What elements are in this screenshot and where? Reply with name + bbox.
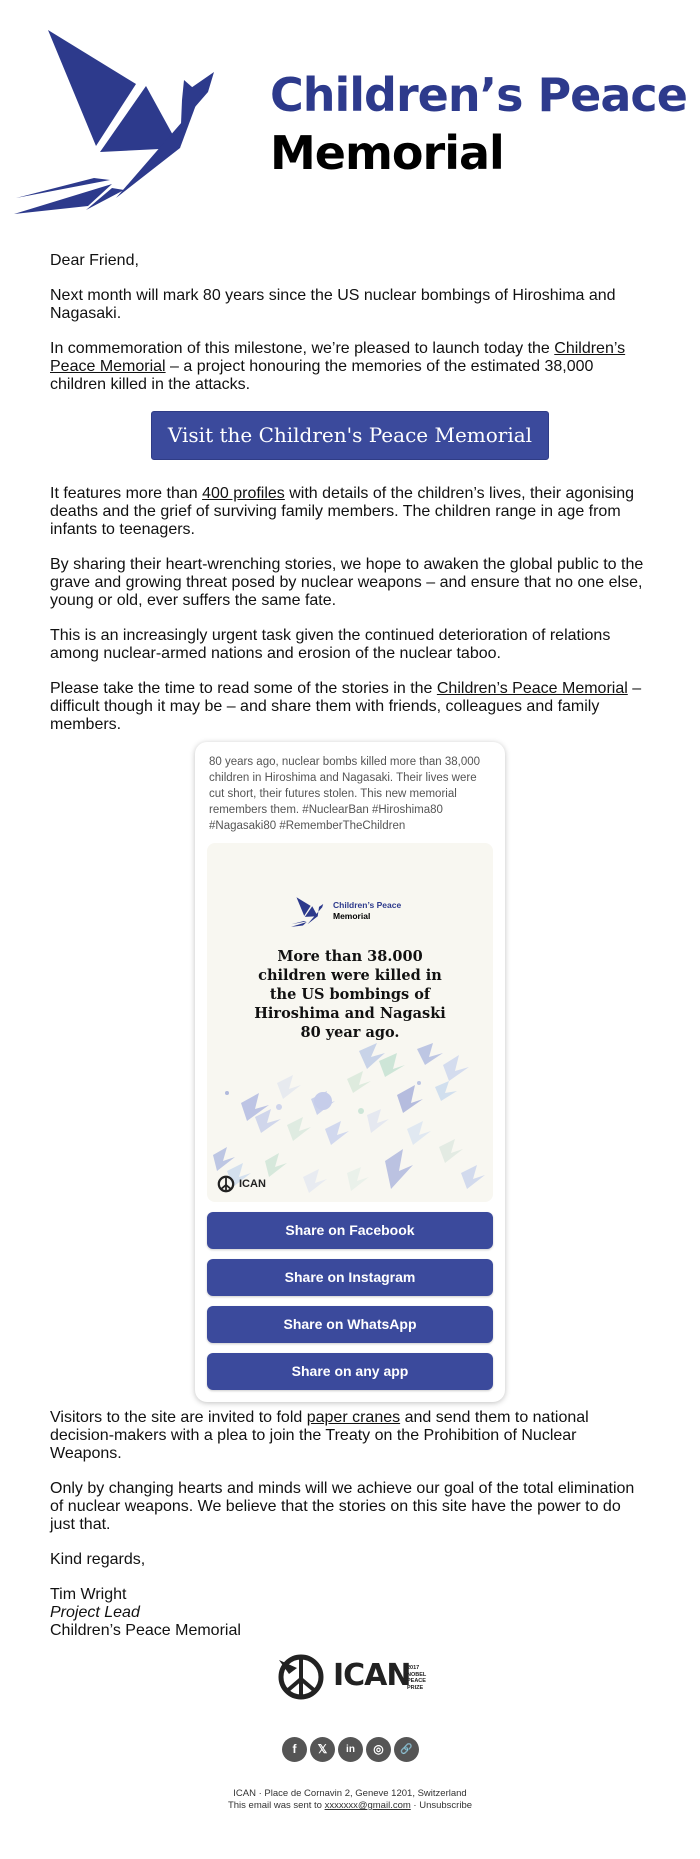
memorial-link-2[interactable]: Children’s Peace Memorial xyxy=(436,680,628,697)
signature-org: Children’s Peace Memorial xyxy=(50,1622,241,1639)
paragraph-6-text: Please take the time to read some of the stories in the xyxy=(50,680,437,697)
ican-mini-logo xyxy=(217,1175,287,1193)
share-facebook-button[interactable]: Share on Facebook xyxy=(207,1212,493,1249)
unsubscribe-link[interactable]: Unsubscribe xyxy=(419,1800,473,1811)
ican-mini-text: ICAN xyxy=(239,1178,266,1190)
paragraph-7-text-end: and send them to national decision-makers with a plea to join the Treaty on the Prohibition of Nuclear Weapons. xyxy=(50,1409,589,1462)
paragraph-6 xyxy=(50,680,650,734)
sent-to-text: This email was sent to xyxy=(227,1800,325,1811)
instagram-icon[interactable]: ◎ xyxy=(366,1737,391,1762)
mini-memorial-logo xyxy=(291,896,421,930)
signature-name: Tim Wright xyxy=(50,1586,127,1603)
share-image xyxy=(207,843,493,1202)
footer-address: ICAN · Place de Cornavin 2, Geneve 1201, Switzerland xyxy=(233,1788,467,1799)
memorial-link[interactable]: Children’s Peace Memorial xyxy=(50,340,626,375)
greeting: Dear Friend, xyxy=(50,252,139,269)
nobel-line: 2017 xyxy=(407,1665,420,1671)
paragraph-6-text-end: – difficult though it may be – and share them with friends, colleagues and family members. xyxy=(50,680,642,733)
mini-crane-icon xyxy=(291,896,329,930)
share-instagram-button[interactable]: Share on Instagram xyxy=(207,1259,493,1296)
paragraph-2 xyxy=(50,340,650,394)
separator: · xyxy=(410,1800,420,1811)
paragraph-3-text-end: with details of the children’s lives, their agonising deaths and the grief of surviving family members. The children range in age from infants to teenagers. xyxy=(50,485,635,538)
nobel-line: PEACE xyxy=(407,1678,426,1684)
paragraph-3-text: It features more than xyxy=(50,485,203,502)
footer-sent-to xyxy=(0,1800,700,1812)
mini-logo-title-line1: Children’s Peace xyxy=(333,900,402,910)
paragraph-2-text: In commemoration of this milestone, we’re pleased to launch today the xyxy=(50,340,555,357)
mini-logo-title-line2: Memorial xyxy=(333,911,371,921)
link-icon[interactable]: 🔗 xyxy=(394,1737,419,1762)
nobel-prize-label xyxy=(407,1665,437,1691)
ican-peace-dove-icon xyxy=(275,1652,327,1702)
ican-wordmark: ICAN xyxy=(333,1658,411,1693)
paragraph-4: By sharing their heart-wrenching stories, we hope to awaken the global public to the grave and growing threat posed by nuclear weapons – and ensure that no one else, young or old, ever suffers the same fate. xyxy=(50,556,644,609)
recipient-email-link[interactable]: xxxxxxx@gmail.com xyxy=(324,1800,411,1811)
share-whatsapp-button[interactable]: Share on WhatsApp xyxy=(207,1306,493,1343)
ican-footer-logo[interactable] xyxy=(275,1652,431,1702)
share-caption: 80 years ago, nuclear bombs killed more than 38,000 children in Hiroshima and Nagasaki. Their lives were cut short, their futures stolen. This new memorial remembers them. #NuclearBan #Hiroshima80 #Nagasaki80 #RememberTheChildren xyxy=(209,756,481,832)
paragraph-8: Only by changing hearts and minds will we achieve our goal of the total elimination of nuclear weapons. We believe that the stories on this site have the power to do just that. xyxy=(50,1480,635,1533)
profiles-link[interactable]: 400 profiles xyxy=(202,485,285,502)
paragraph-5: This is an increasingly urgent task given the continued deterioration of relations among nuclear-armed nations and erosion of the nuclear taboo. xyxy=(50,627,611,662)
share-any-app-button[interactable]: Share on any app xyxy=(207,1353,493,1390)
nobel-line: NOBEL xyxy=(407,1671,427,1678)
signature-role: Project Lead xyxy=(50,1604,140,1621)
visit-memorial-button[interactable]: Visit the Children's Peace Memorial xyxy=(151,411,549,460)
paper-cranes-link[interactable]: paper cranes xyxy=(306,1409,401,1426)
paragraph-7-text: Visitors to the site are invited to fold xyxy=(50,1409,307,1426)
facebook-icon[interactable]: f xyxy=(282,1737,307,1762)
image-headline: More than 38.000 children were killed in the US bombings of Hiroshima and Nagaski 80 year ago. xyxy=(254,948,446,1041)
signature xyxy=(50,1586,650,1640)
linkedin-icon[interactable]: in xyxy=(338,1737,363,1762)
paragraph-3 xyxy=(50,485,650,539)
cta-container xyxy=(50,411,650,460)
x-twitter-icon[interactable]: 𝕏 xyxy=(310,1737,335,1762)
paragraph-1: Next month will mark 80 years since the US nuclear bombings of Hiroshima and Nagasaki. xyxy=(50,287,616,322)
header-title-line1: Children’s Peace xyxy=(270,68,687,122)
paper-crane-logo-icon xyxy=(14,28,250,228)
ican-peace-icon xyxy=(217,1175,235,1193)
email-body xyxy=(50,252,650,1657)
share-card xyxy=(195,742,505,1402)
nobel-line: PRIZE xyxy=(407,1684,424,1691)
paragraph-7 xyxy=(50,1409,650,1463)
email-header xyxy=(0,0,700,240)
header-title-line2: Memorial xyxy=(270,126,504,180)
social-links xyxy=(282,1737,422,1763)
paragraph-2-text-end: – a project honouring the memories of the estimated 38,000 children killed in the attacks. xyxy=(50,358,594,393)
closing: Kind regards, xyxy=(50,1551,146,1568)
